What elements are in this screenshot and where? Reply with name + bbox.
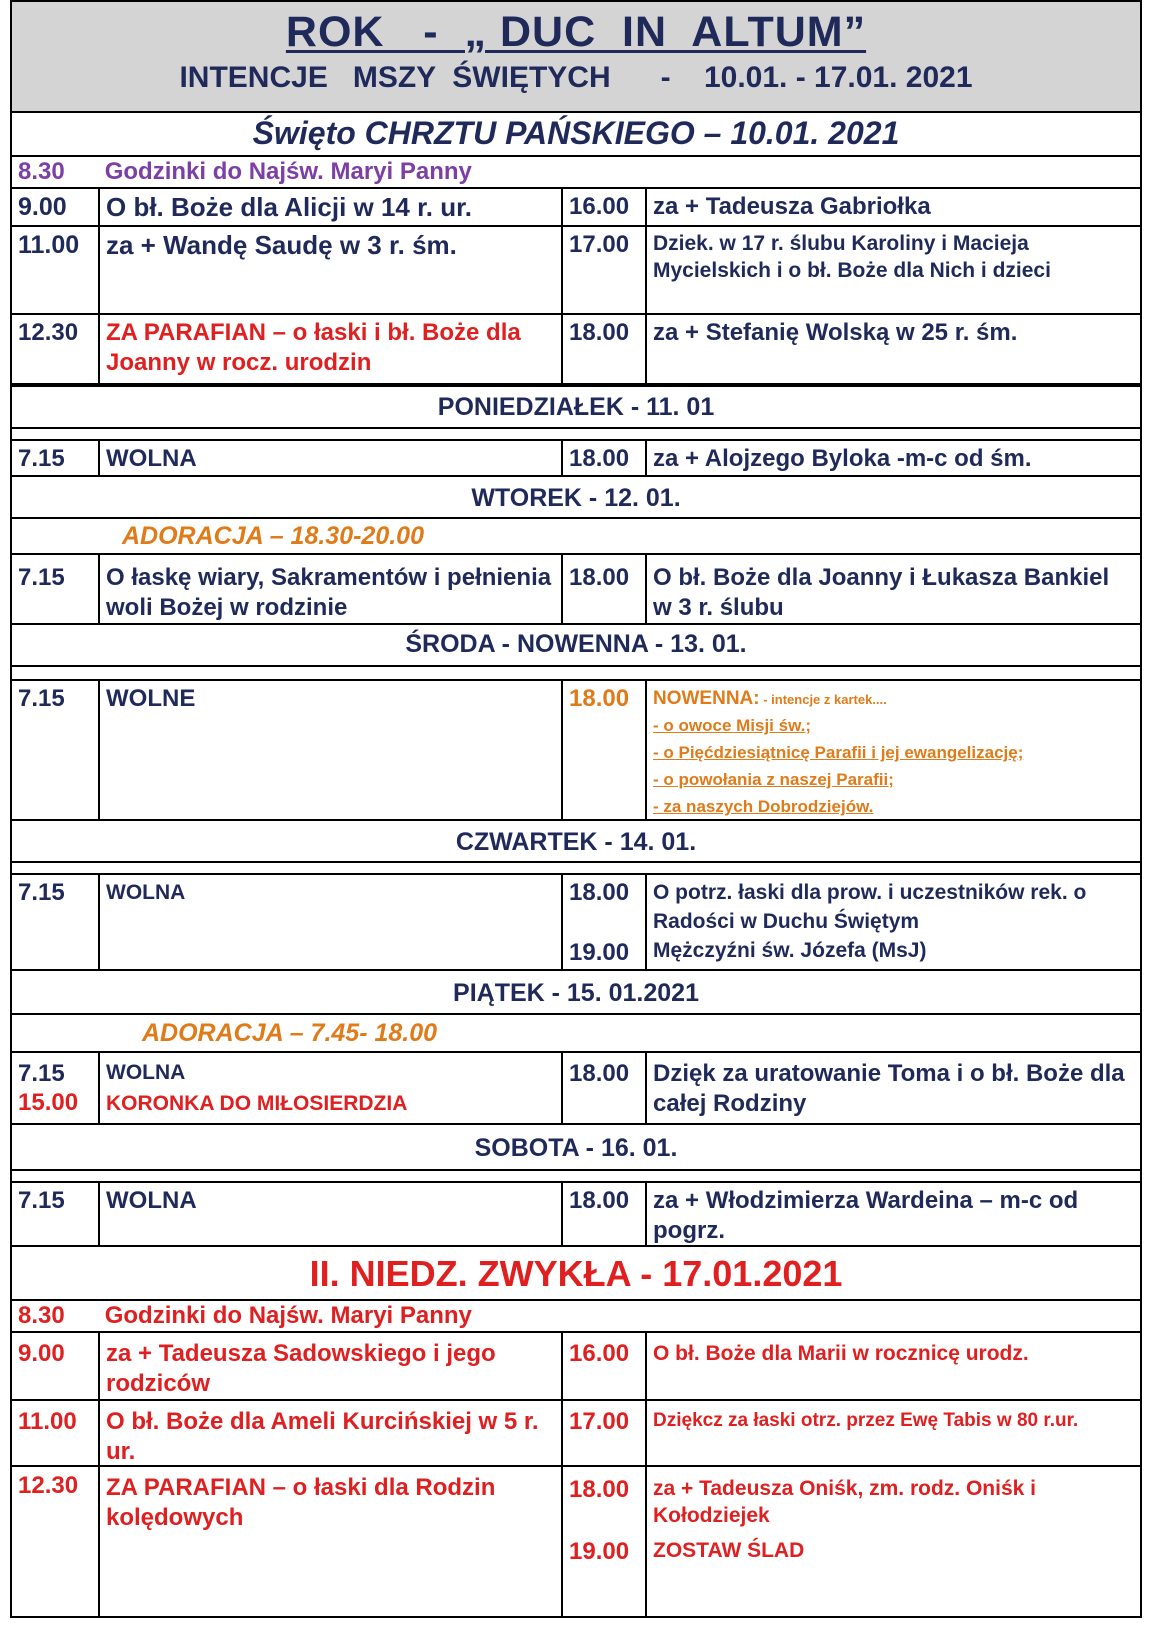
time-cell: 12.30 — [12, 1467, 100, 1618]
time-cell-group — [12, 1053, 100, 1123]
time-cell: 17.00 — [563, 1401, 647, 1465]
intention-cell — [100, 1467, 563, 1618]
table-row — [12, 875, 1140, 971]
time-cell: 18.00 — [563, 315, 647, 383]
intention-value: KORONKA DO MIŁOSIERDZIA — [106, 1092, 408, 1115]
time-cell: 11.00 — [12, 227, 100, 313]
intention-cell: WOLNE — [100, 681, 563, 819]
divider — [12, 1171, 1140, 1183]
godzinki-text-2: Godzinki do Najśw. Maryi Panny — [104, 1302, 472, 1329]
intention-cell: ZA PARAFIAN – o łaski i bł. Boże dla Joanny w rocz. urodzin — [100, 315, 563, 383]
time-cell: 18.00 — [563, 555, 647, 623]
novena-item: - o owoce Misji św.; — [653, 716, 812, 735]
time-cell: 16.00 — [563, 1333, 647, 1399]
divider — [12, 429, 1140, 441]
novena-item: - za naszych Dobrodziejów. — [653, 797, 874, 816]
godzinki-row-1 — [12, 157, 1140, 189]
time-cell: 16.00 — [563, 189, 647, 225]
time-cell: 9.00 — [12, 1333, 100, 1399]
godzinki-time-2: 8.30 — [18, 1302, 65, 1329]
time-cell-group — [563, 1467, 647, 1618]
intention-cell: Dzięk za uratowanie Toma i o bł. Boże dla całej Rodziny — [653, 1060, 1125, 1117]
divider — [12, 667, 1140, 681]
day-title-wednesday: ŚRODA - NOWENNA - 13. 01. — [12, 625, 1140, 667]
intention-cell: O bł. Boże dla Marii w rocznicę urodz. — [653, 1342, 1029, 1365]
time-cell: 7.15 — [12, 875, 100, 969]
time-value: 15.00 — [18, 1089, 79, 1116]
time-cell: 7.15 — [12, 555, 100, 623]
godzinki-time-1: 8.30 — [18, 158, 65, 185]
time-cell: 18.00 — [563, 1053, 647, 1123]
intention-cell: WOLNA — [100, 441, 563, 475]
intention-cell: WOLNA — [100, 875, 563, 969]
time-value: 18.00 — [569, 1476, 630, 1503]
intention-cell: za + Wandę Saudę w 3 r. śm. — [100, 227, 563, 313]
table-row — [12, 1183, 1140, 1247]
godzinki-row-2 — [12, 1301, 1140, 1333]
intention-value: za + Tadeusza Oniśk, zm. rodz. Oniśk i Kołodziejek — [653, 1477, 1036, 1527]
intention-cell: za + Stefanię Wolską w 25 r. śm. — [653, 319, 1018, 346]
table-row — [12, 681, 1140, 821]
table-row — [12, 1467, 1140, 1618]
sunday2-title: II. NIEDZ. ZWYKŁA - 17.01.2021 — [12, 1247, 1140, 1301]
table-row — [12, 315, 1140, 385]
intention-value: ZA PARAFIAN – o łaski dla Rodzin kolędowych — [106, 1474, 496, 1531]
adoration-friday: ADORACJA – 7.45- 18.00 — [12, 1015, 1140, 1053]
intentions-sheet — [10, 0, 1142, 1618]
divider — [12, 863, 1140, 875]
time-cell: 7.15 — [12, 441, 100, 475]
intention-value: ZOSTAW ŚLAD — [653, 1539, 805, 1562]
day-title-saturday: SOBOTA - 16. 01. — [12, 1125, 1140, 1171]
page-subtitle: INTENCJE MSZY ŚWIĘTYCH - 10.01. - 17.01. 2021 — [179, 61, 973, 94]
novena-cell — [647, 681, 1140, 819]
time-cell: 18.00 — [563, 441, 647, 475]
intention-value: WOLNA — [106, 1061, 186, 1084]
intention-cell: za + Tadeusza Gabriołka — [653, 193, 931, 220]
time-cell: 17.00 — [563, 227, 647, 313]
time-cell: 12.30 — [12, 315, 100, 383]
table-row — [12, 1333, 1140, 1401]
intention-cell: O bł. Boże dla Ameli Kurcińskiej w 5 r. ur. — [100, 1401, 563, 1465]
intention-cell-group — [647, 1467, 1140, 1618]
table-row — [12, 189, 1140, 227]
time-cell: 11.00 — [12, 1401, 100, 1465]
intention-value: Mężczyźni św. Józefa (MsJ) — [653, 939, 927, 962]
time-cell: 18.00 — [563, 681, 647, 819]
intention-cell: za + Włodzimierza Wardeina – m-c od pogrz. — [653, 1187, 1079, 1244]
intention-value: O potrz. łaski dla prow. i uczestników rek. o Radości w Duchu Świętym — [653, 881, 1087, 933]
intention-cell: Dziękcz za łaski otrz. przez Ewę Tabis w 80 r.ur. — [653, 1410, 1079, 1431]
time-value: 7.15 — [18, 1060, 65, 1087]
novena-heading — [653, 687, 1134, 712]
day-title-thursday: CZWARTEK - 14. 01. — [12, 821, 1140, 863]
day-title-tuesday: WTOREK - 12. 01. — [12, 477, 1140, 519]
adoration-tuesday: ADORACJA – 18.30-20.00 — [12, 519, 1140, 555]
time-cell: 9.00 — [12, 189, 100, 225]
time-cell: 7.15 — [12, 681, 100, 819]
intention-cell-group — [100, 1053, 563, 1123]
time-cell-group — [563, 875, 647, 969]
intention-cell: O bł. Boże dla Joanny i Łukasza Bankiel w 3 r. ślubu — [653, 564, 1110, 621]
novena-item: - o Pięćdziesiątnicę Parafii i jej ewangelizację; — [653, 743, 1024, 762]
novena-item: - o powołania z naszej Parafii; — [653, 770, 894, 789]
time-cell: 7.15 — [12, 1183, 100, 1245]
table-row — [12, 227, 1140, 315]
intention-cell: O łaskę wiary, Sakramentów i pełnienia woli Bożej w rodzinie — [100, 555, 563, 623]
intention-cell: O bł. Boże dla Alicji w 14 r. ur. — [100, 189, 563, 225]
table-row — [12, 441, 1140, 477]
intention-cell: WOLNA — [100, 1183, 563, 1245]
table-row — [12, 555, 1140, 625]
time-value: 19.00 — [569, 1538, 630, 1565]
time-cell: 18.00 — [563, 1183, 647, 1245]
table-row — [12, 1401, 1140, 1467]
novena-note: - intencje z kartek.... — [759, 692, 887, 707]
intention-cell-group — [647, 875, 1140, 969]
intention-cell: za + Alojzego Byloka -m-c od śm. — [653, 445, 1032, 472]
godzinki-text-1: Godzinki do Najśw. Maryi Panny — [104, 158, 472, 185]
feast-title: Święto CHRZTU PAŃSKIEGO – 10.01. 2021 — [12, 113, 1140, 157]
novena-title: NOWENNA: — [653, 688, 760, 709]
intention-cell: Dziek. w 17 r. ślubu Karoliny i Macieja Mycielskich i o bł. Boże dla Nich i dzieci — [653, 232, 1051, 282]
day-title-monday: PONIEDZIAŁEK - 11. 01 — [12, 385, 1140, 429]
time-value: 18.00 — [569, 879, 630, 906]
day-title-friday: PIĄTEK - 15. 01.2021 — [12, 971, 1140, 1015]
page-title: ROK - „ DUC IN ALTUM” — [285, 8, 867, 56]
time-value: 19.00 — [569, 939, 630, 966]
table-row — [12, 1053, 1140, 1125]
intention-cell: za + Tadeusza Sadowskiego i jego rodziców — [100, 1333, 563, 1399]
header — [12, 2, 1140, 113]
